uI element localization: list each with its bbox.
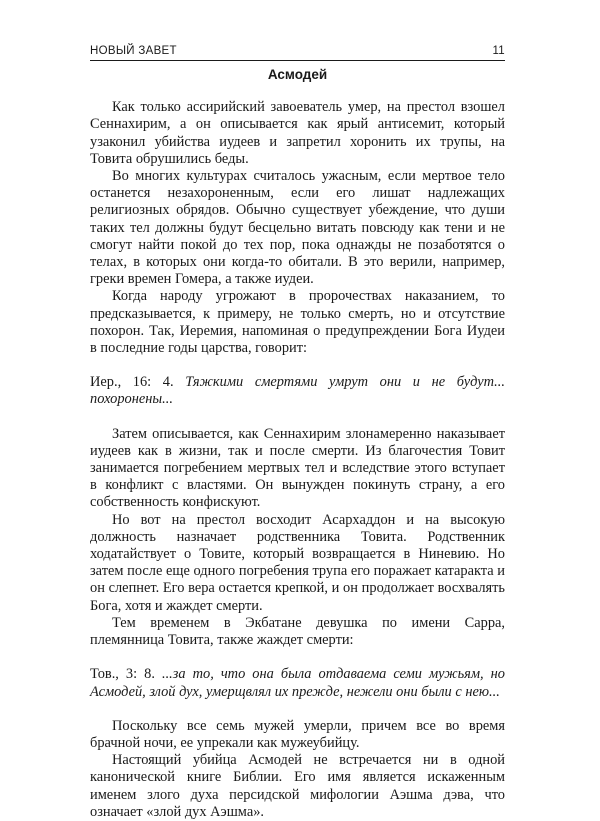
running-header: [90, 40, 505, 61]
paragraph-7: Поскольку все семь мужей умерли, причем все во время брачной ночи, ее упрекали как мужеубийцу.: [90, 717, 505, 751]
page-content: [90, 64, 505, 821]
quote-reference: Иер., 16: 4.: [90, 374, 186, 391]
quote-text: ...за то, что она была отдаваема семи мужьям, но Асмодей, злой дух, умерщвлял их прежде, нежели они были с нею...: [90, 666, 505, 700]
scripture-quote-2: [90, 666, 505, 700]
quote-reference: Тов., 3: 8.: [90, 666, 162, 683]
running-title: НОВЫЙ ЗАВЕТ: [90, 45, 177, 57]
paragraph-5: Но вот на престол восходит Асархаддон и на высокую должность назначает родственника Товита. Родственник ходатайствует о Товите, который возвращается в Ниневию. Но затем после еще одного погребения трупа его поражает катаракта и он слепнет. Его вера остается крепкой, и он продолжает восхвалять Бога, хотя и жаждет смерти.: [90, 511, 505, 614]
quote-text: Тяжкими смертями умрут они и не будут... похоронены...: [90, 374, 505, 408]
paragraph-3: Когда народу угрожают в пророчествах наказанием, то предсказывается, к примеру, не только смерть, но и отсутствие похорон. Так, Иеремия, напоминая о предупреждении Бога Иудеи в последние годы царства, говорит:: [90, 288, 505, 357]
paragraph-4: Затем описывается, как Сеннахирим злонамеренно наказывает иудеев как в жизни, так и после смерти. Из благочестия Товит занимается погребением мертвых тел и вследствие этого вступает в конфликт с властями. Он вынужден покинуть страну, а его собственность конфискуют.: [90, 425, 505, 511]
paragraph-8: Настоящий убийца Асмодей не встречается ни в одной канонической книге Библии. Его имя является искаженным именем злого духа персидской мифологии Аэшма дэва, что означает «злой дух Аэшма».: [90, 752, 505, 820]
paragraph-2: Во многих культурах считалось ужасным, если мертвое тело останется незахороненным, если его лишат надлежащих религиозных обрядов. Обычно существует убеждение, что души таких тел должны будут бесцельно витать повсюду как тени и не смогут найти покой до тех пор, пока однажды не позаботятся о телах, в которых они когда-то обитали. В это верили, например, греки времен Гомера, а также иудеи.: [90, 168, 505, 288]
paragraph-6: Тем временем в Экбатане девушка по имени Сарра, племянница Товита, также жаждет смерти:: [90, 614, 505, 649]
paragraph-1: Как только ассирийский завоеватель умер, на престол взошел Сеннахирим, а он описывается как ярый антисемит, который узаконил убийства иудеев и запретил хоронить их трупы, на Товита обрушились беды.: [90, 99, 505, 167]
scripture-quote-1: [90, 374, 505, 408]
section-title: Асмодей: [267, 67, 328, 82]
page-number: 11: [492, 45, 505, 57]
